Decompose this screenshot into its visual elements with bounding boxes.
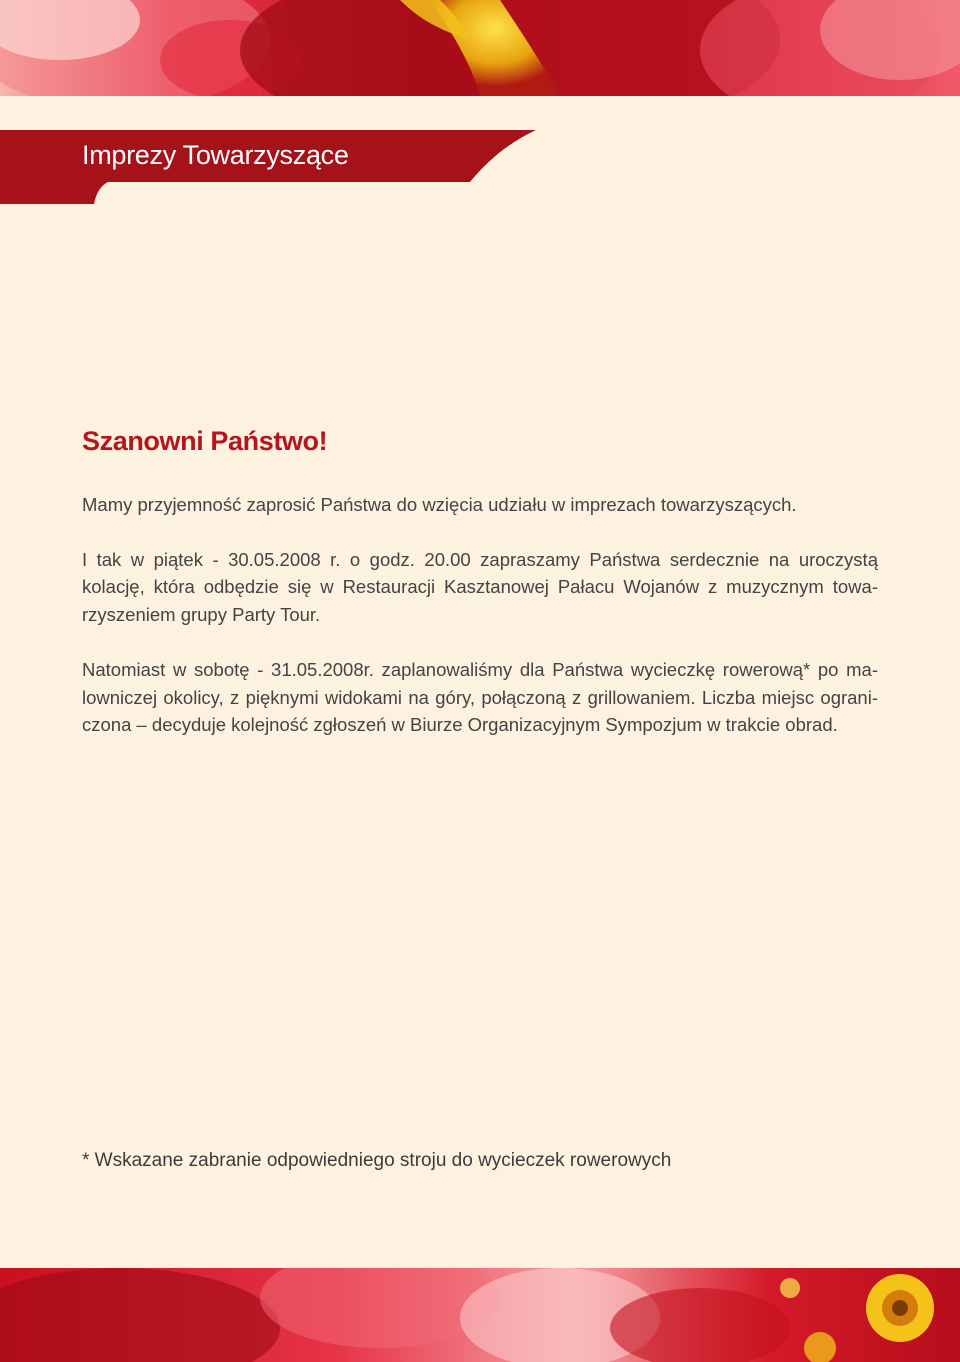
flower-photo-bottom xyxy=(0,1268,960,1362)
footnote: * Wskazane zabranie odpowiedniego stroju do wycieczek rowerowych xyxy=(82,1150,672,1171)
bottom-flower-banner xyxy=(0,1268,960,1362)
friday-event-paragraph: I tak w piątek - 30.05.2008 r. o godz. 20.00 zapraszamy Państwa serdecznie na uroczystą kolację, która odbędzie się w Restauracji Kasztanowej Pałacu Wojanów z muzycznym towarzyszeniem grupy Party Tour. xyxy=(82,548,878,625)
top-flower-banner xyxy=(0,0,960,96)
yellow-flower-icon xyxy=(866,1274,934,1342)
letter-content xyxy=(82,426,878,767)
section-title-ribbon xyxy=(0,128,540,208)
intro-paragraph: Mamy przyjemność zaprosić Państwa do wzięcia udziału w imprezach towarzyszących. xyxy=(82,494,797,515)
flower-photo-top xyxy=(0,0,960,96)
saturday-event-paragraph: Natomiast w sobotę - 31.05.2008r. zaplanowaliśmy dla Państwa wycieczkę rowerową* po malowniczej okolicy, z pięknymi widokami na góry, połączoną z grillowaniem. Liczba miejsc ograniczona – decyduje kolejność zgłoszeń w Biurze Organizacyjnym Sympozjum w trakcie obrad. xyxy=(82,659,878,735)
greeting-heading: Szanowni Państwo! xyxy=(82,426,328,456)
section-title: Imprezy Towarzyszące xyxy=(82,140,349,170)
